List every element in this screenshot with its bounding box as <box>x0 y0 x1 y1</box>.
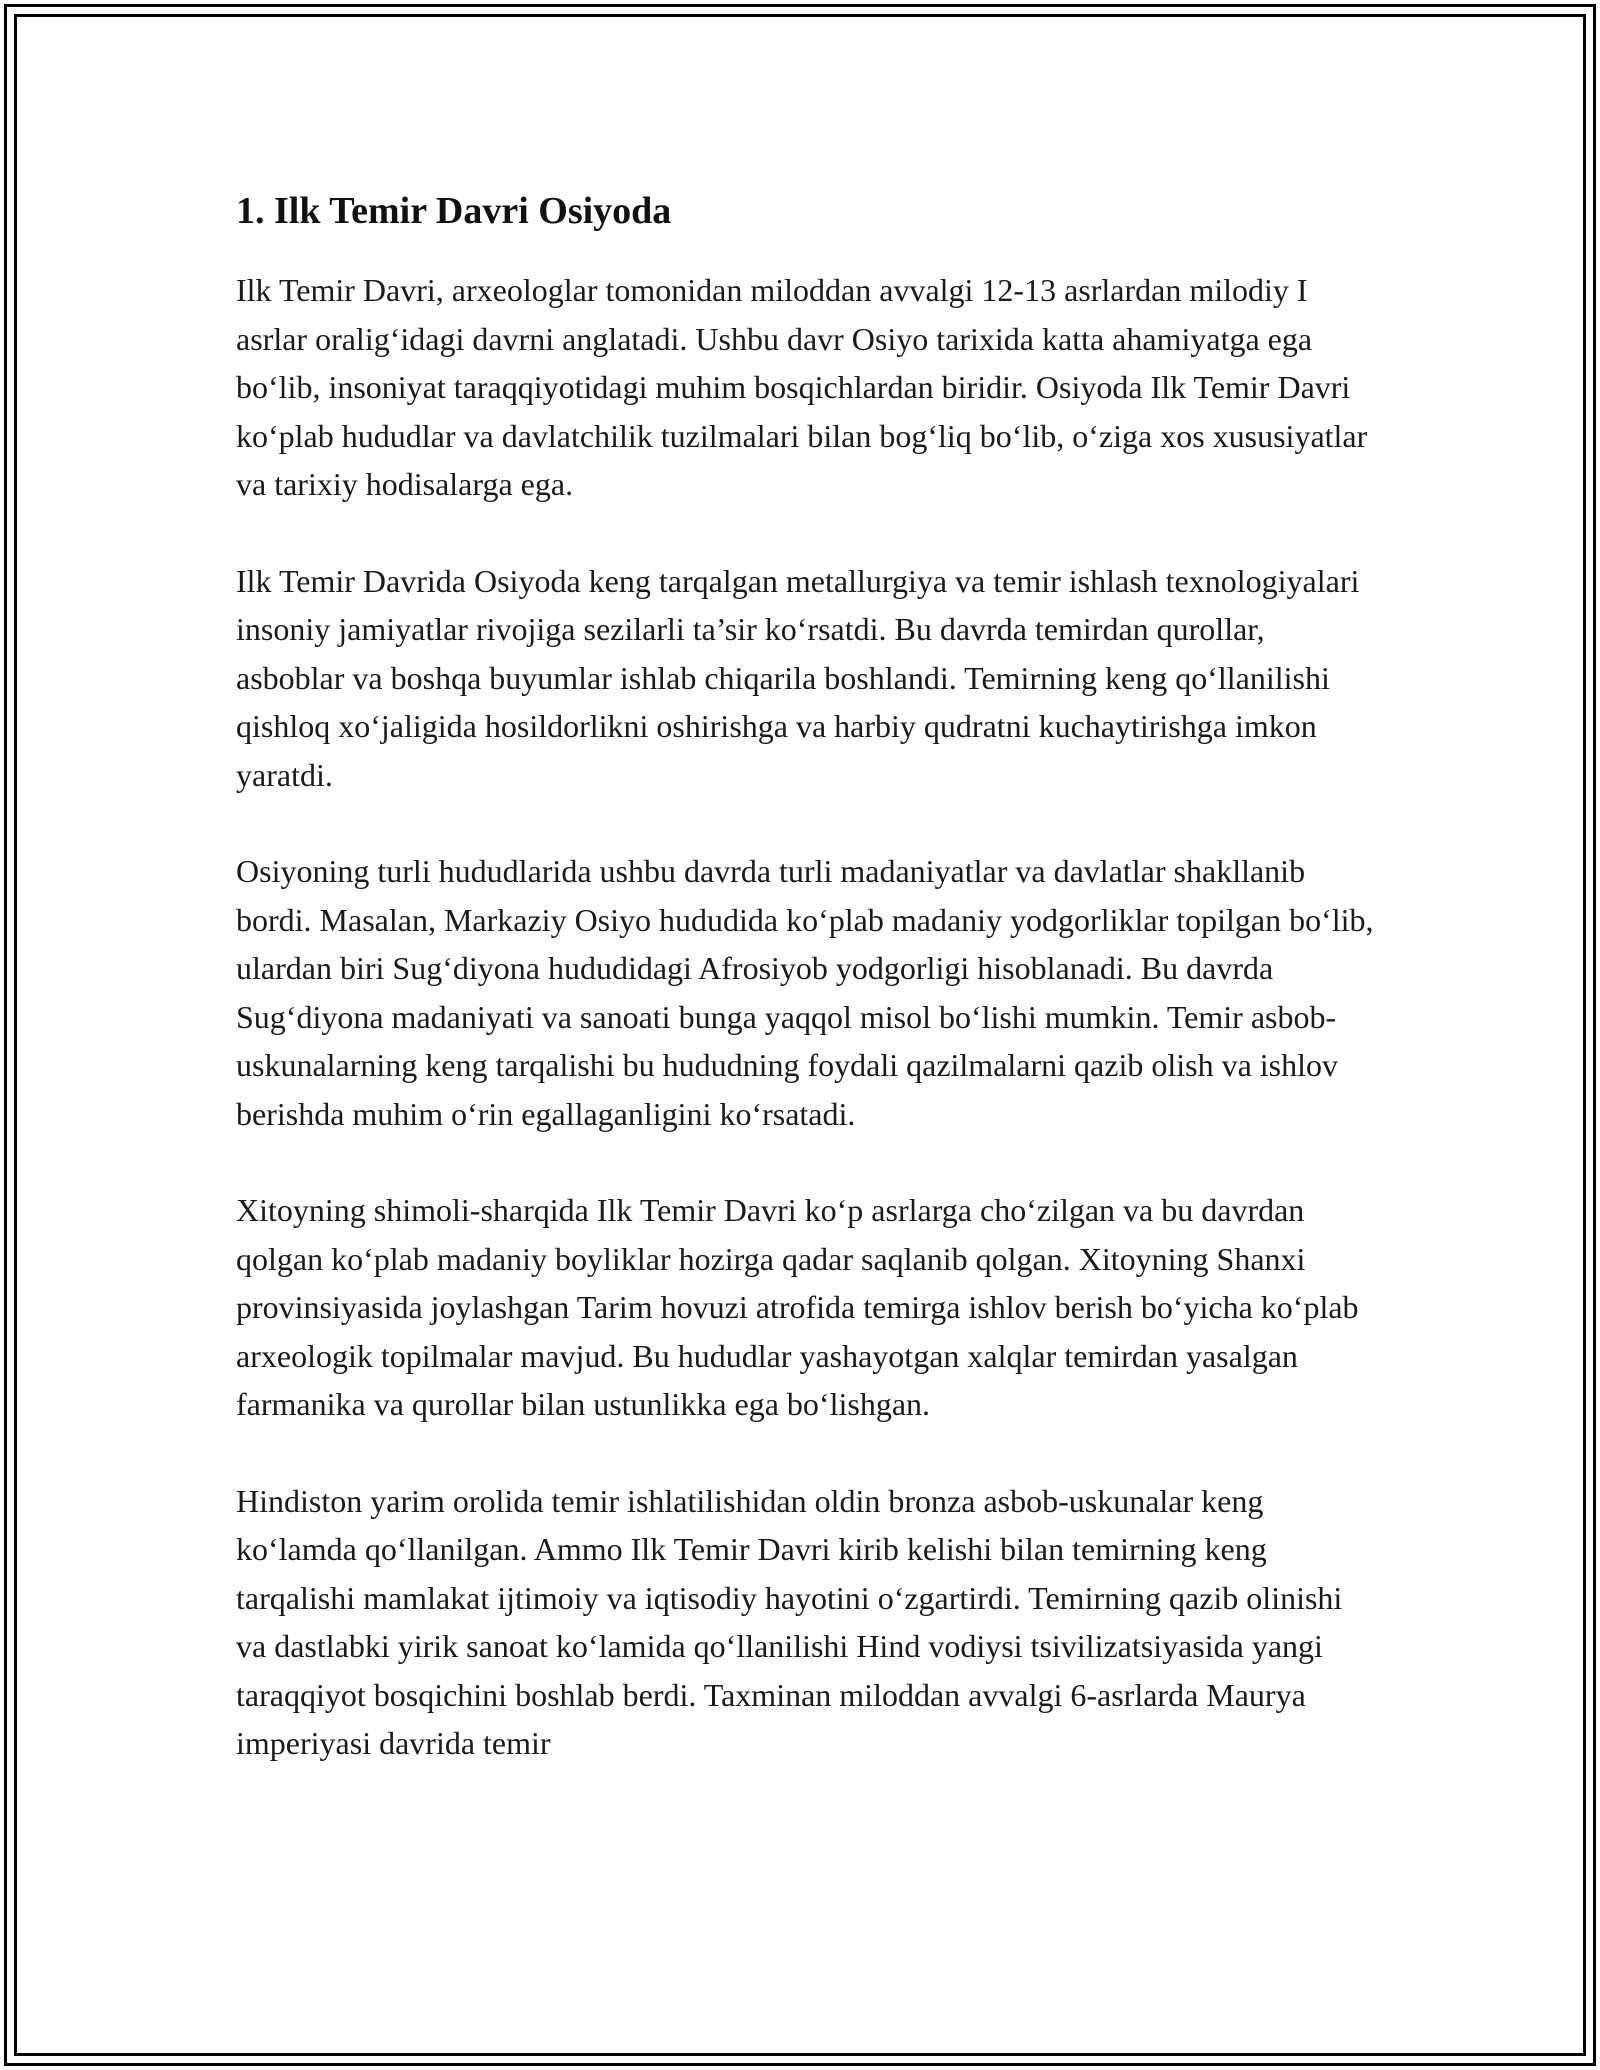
paragraph-3: Osiyoning turli hududlarida ushbu davrda turli madaniyatlar va davlatlar shakllanib bordi. Masalan, Markaziy Osiyo hududida ko‘plab madaniy yodgorliklar topilgan bo‘lib, ulardan biri Sug‘diyona hududidagi Afrosiyob yodgorligi hisoblanadi. Bu davrda Sug‘diyona madaniyati va sanoati bunga yaqqol misol bo‘lishi mumkin. Temir asbob-uskunalarning keng tarqalishi bu hududning foydali qazilmalarni qazib olish va ishlov berishda muhim o‘rin egallaganligini ko‘rsatadi. <box>236 853 1374 1132</box>
paragraph-5: Hindiston yarim orolida temir ishlatilishidan oldin bronza asbob-uskunalar keng ko‘lamda qo‘llanilgan. Ammo Ilk Temir Davri kirib kelishi bilan temirning keng tarqalishi mamlakat ijtimoiy va iqtisodiy hayotini o‘zgartirdi. Temirning qazib olinishi va dastlabki yirik sanoat ko‘lamida qo‘llanilishi Hind vodiysi tsivilizatsiyasida yangi taraqqiyot bosqichini boshlab berdi. Taxminan miloddan avvalgi 6-asrlarda Maurya imperiyasi davrida temir <box>236 1482 1343 1761</box>
section-heading: 1. Ilk Temir Davri Osiyoda <box>236 190 672 232</box>
paragraph-1: Ilk Temir Davri, arxeologlar tomonidan miloddan avvalgi 12-13 asrlardan milodiy I asrlar oralig‘idagi davrni anglatadi. Ushbu davr Osiyo tarixida katta ahamiyatga ega bo‘lib, insoniyat taraqqiyotidagi muhim bosqichlardan biridir. Osiyoda Ilk Temir Davri ko‘plab hududlar va davlatchilik tuzilmalari bilan bog‘liq bo‘lib, o‘ziga xos xususiyatlar va tarixiy hodisalarga ega. <box>236 272 1368 502</box>
paragraph-4: Xitoyning shimoli-sharqida Ilk Temir Davri ko‘p asrlarga cho‘zilgan va bu davrdan qolgan ko‘plab madaniy boyliklar hozirga qadar saqlanib qolgan. Xitoyning Shanxi provinsiyasida joylashgan Tarim hovuzi atrofida temirga ishlov berish bo‘yicha ko‘plab arxeologik topilmalar mavjud. Bu hududlar yashayotgan xalqlar temirdan yasalgan farmanika va qurollar bilan ustunlikka ega bo‘lishgan. <box>236 1192 1359 1422</box>
paragraph-2: Ilk Temir Davrida Osiyoda keng tarqalgan metallurgiya va temir ishlash texnologiyalari insoniy jamiyatlar rivojiga sezilarli ta’sir ko‘rsatdi. Bu davrda temirdan qurollar, asboblar va boshqa buyumlar ishlab chiqarila boshlandi. Temirning keng qo‘llanilishi qishloq xo‘jaligida hosildorlikni oshirishga va harbiy qudratni kuchaytirishga imkon yaratdi. <box>236 562 1360 793</box>
document-body <box>236 186 1376 1816</box>
